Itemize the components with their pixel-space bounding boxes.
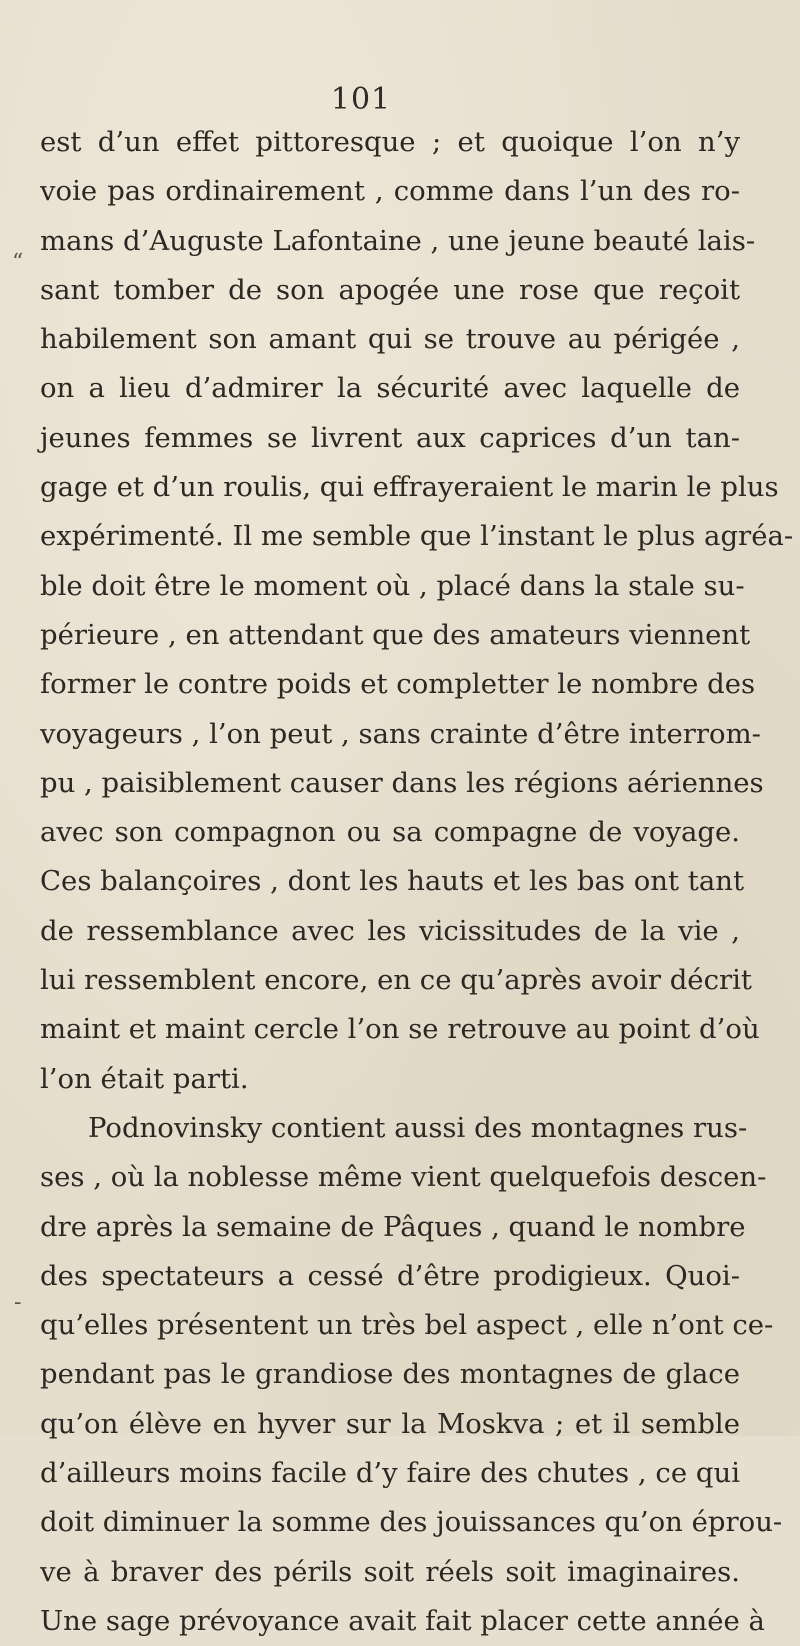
text-line: expérimenté. Il me semble que l’instant le plus agréa- [40, 520, 794, 553]
text-line: qu’on élève en hyver sur la Moskva ; et il semble [40, 1407, 740, 1440]
text-line: dre après la semaine de Pâques , quand le nombre [40, 1210, 746, 1243]
text-line: périeure , en attendant que des amateurs viennent [40, 618, 751, 651]
text-line: gage et d’un roulis, qui effrayeraient le marin le plus [40, 471, 779, 504]
margin-mark: “ [12, 250, 24, 275]
text-line: doit diminuer la somme des jouissances qu’on éprou- [40, 1506, 783, 1539]
text-line: qu’elles présentent un très bel aspect , elle n’ont ce- [40, 1309, 774, 1342]
page-number: 101 [330, 82, 392, 117]
text-line: ve à braver des périls soit réels soit imaginaires. [40, 1555, 740, 1588]
text-line: pu , paisiblement causer dans les régions aériennes [40, 766, 764, 799]
margin-mark: - [14, 1290, 22, 1315]
text-line: de ressemblance avec les vicissitudes de la vie , [40, 914, 740, 947]
text-line: ble doit être le moment où , placé dans la stale su- [40, 569, 745, 602]
text-line: pendant pas le grandiose des montagnes de glace [40, 1358, 740, 1391]
text-line: jeunes femmes se livrent aux caprices d’un tan- [40, 421, 740, 454]
text-line: voyageurs , l’on peut , sans crainte d’être interrom- [40, 717, 761, 750]
text-line: voie pas ordinairement , comme dans l’un des ro- [40, 175, 740, 208]
text-line: maint et maint cercle l’on se retrouve au point d’où [40, 1013, 760, 1046]
text-line: mans d’Auguste Lafontaine , une jeune beauté lais- [40, 224, 756, 257]
text-line: ses , où la noblesse même vient quelquefois descen- [40, 1161, 767, 1194]
text-line: habilement son amant qui se trouve au périgée , [40, 323, 740, 356]
text-line: sant tomber de son apogée une rose que reçoit [40, 273, 740, 306]
text-line: Ces balançoires , dont les hauts et les bas ont tant [40, 865, 745, 898]
text-line: former le contre poids et completter le nombre des [40, 668, 756, 701]
text-line: on a lieu d’admirer la sécurité avec laquelle de [40, 372, 740, 405]
body-text [40, 118, 794, 1646]
text-line: Une sage prévoyance avait fait placer cette année à [40, 1604, 765, 1637]
text-line: des spectateurs a cessé d’être prodigieux. Quoi- [40, 1259, 740, 1292]
text-line: l’on était parti. [40, 1062, 249, 1095]
text-line: avec son compagnon ou sa compagne de voyage. [40, 816, 740, 849]
text-line: est d’un effet pittoresque ; et quoique l’on n’y [40, 126, 740, 158]
text-line: lui ressemblent encore, en ce qu’après avoir décrit [40, 964, 752, 997]
text-line: Podnovinsky contient aussi des montagnes rus- [88, 1111, 748, 1144]
text-line: d’ailleurs moins facile d’y faire des chutes , ce qui [40, 1457, 740, 1490]
